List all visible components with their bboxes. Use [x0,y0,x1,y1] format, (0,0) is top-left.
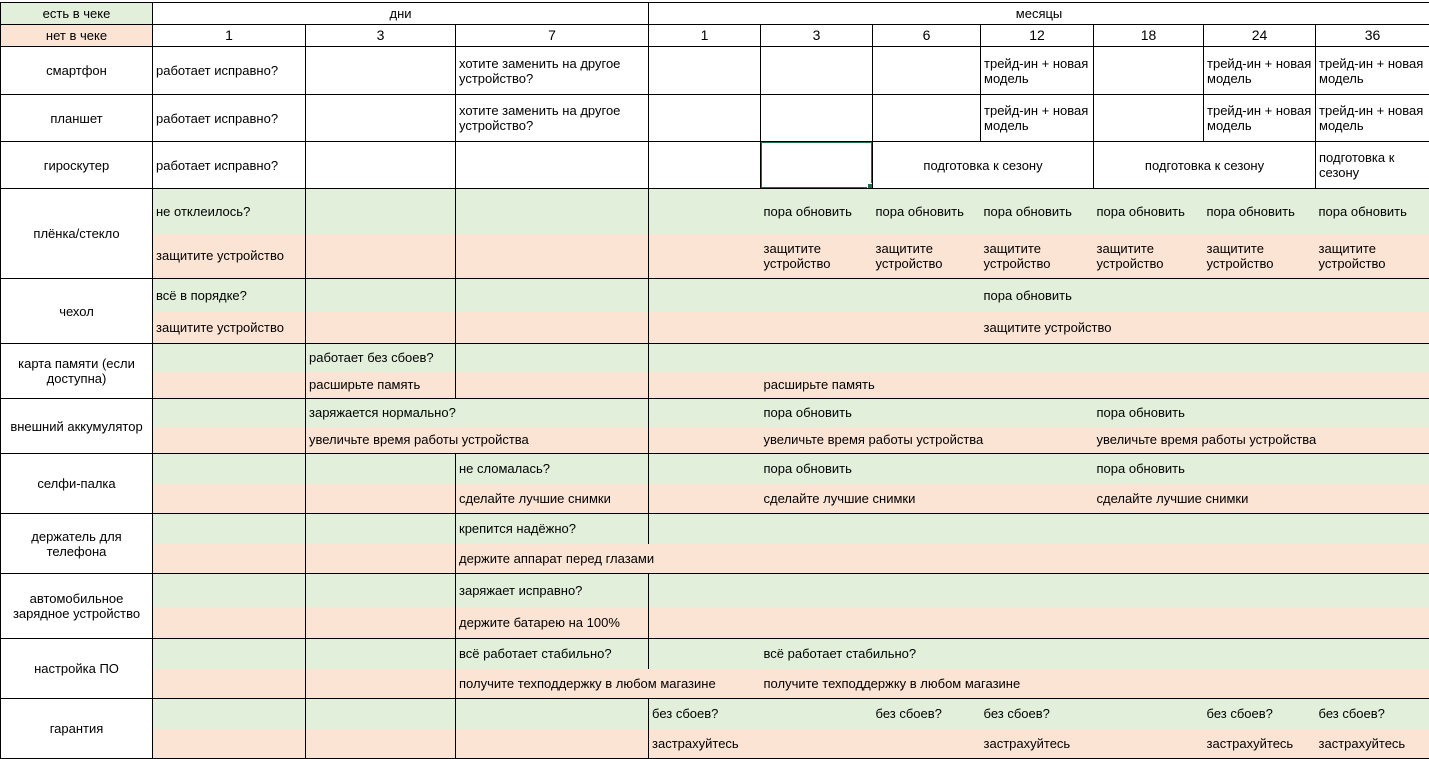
cell-warranty-m6-p[interactable] [873,729,981,759]
cell-case-d7-p[interactable] [456,312,649,344]
cell-car-d7-advice[interactable]: держите батарею на 100% [456,607,649,639]
cell-gyroscooter-m18-m24[interactable]: подготовка к сезону [1094,142,1316,189]
cell-memory-months-g[interactable] [649,344,1429,372]
cell-film-m12-advice[interactable]: защитите устройство [981,234,1094,279]
row-label-power-bank[interactable]: внешний аккумулятор [1,399,153,454]
cell-warranty-d3[interactable] [306,699,456,729]
cell-software-d1-p[interactable] [153,669,306,699]
cell-film-m36-advice[interactable]: защитите устройство [1316,234,1429,279]
cell-warranty-m1-check[interactable]: без сбоев? [649,699,761,729]
cell-case-m1-m6-p[interactable] [649,312,981,344]
cell-film-m24-advice[interactable]: защитите устройство [1204,234,1316,279]
cell-film-m18-update[interactable]: пора обновить [1094,189,1204,234]
cell-warranty-d3-p[interactable] [306,729,456,759]
cell-smartphone-d7[interactable]: хотите заменить на другое устройство? [456,47,649,95]
cell-car-months-p[interactable] [649,607,1429,639]
cell-film-m24-update[interactable]: пора обновить [1204,189,1316,234]
cell-selfie-d7-check[interactable]: не сломалась? [456,454,649,484]
cell-case-d3[interactable] [306,279,456,312]
cell-film-d1-advice[interactable]: защитите устройство [153,234,306,279]
cell-tablet-m12[interactable]: трейд-ин + новая модель [981,95,1094,142]
selected-cell-gyroscooter-m3[interactable] [761,142,873,189]
cell-selfie-m1[interactable] [649,454,761,484]
row-label-case[interactable]: чехол [1,279,153,344]
cell-gyroscooter-d7[interactable] [456,142,649,189]
cell-film-m1-p[interactable] [649,234,761,279]
selection-outline [761,142,873,189]
header-day-1[interactable]: 1 [153,25,306,47]
cell-smartphone-m6[interactable] [873,47,981,95]
cell-tablet-d1[interactable]: работает исправно? [153,95,306,142]
header-group-days[interactable]: дни [153,3,649,25]
cell-holder-months-p[interactable] [761,544,1429,574]
cell-gyroscooter-m36[interactable]: подготовка к сезону [1316,142,1429,189]
row-label-warranty[interactable]: гарантия [1,699,153,759]
cell-power-m18-update[interactable]: пора обновить [1094,399,1429,427]
cell-film-m36-update[interactable]: пора обновить [1316,189,1429,234]
cell-warranty-m18[interactable] [1094,699,1204,729]
cell-warranty-m1-advice[interactable]: застрахуйтесь [649,729,761,759]
cell-selfie-d3[interactable] [306,454,456,484]
cell-film-m6-advice[interactable]: защитите устройство [873,234,981,279]
cell-smartphone-m36[interactable]: трейд-ин + новая модель [1316,47,1429,95]
cell-selfie-d1[interactable] [153,454,306,484]
header-group-months[interactable]: месяцы [649,3,1429,25]
cell-warranty-m24-advice[interactable]: застрахуйтесь [1204,729,1316,759]
cell-case-d1-advice[interactable]: защитите устройство [153,312,306,344]
cell-warranty-m18-p[interactable] [1094,729,1204,759]
cell-film-d1-check[interactable]: не отклеилось? [153,189,306,234]
cell-case-m1-m6[interactable] [649,279,981,312]
row-label-gyroscooter[interactable]: гироскутер [1,142,153,189]
cell-film-d7-p[interactable] [456,234,649,279]
cell-case-m12-advice[interactable]: защитите устройство [981,312,1429,344]
cell-power-m3-advice[interactable]: увеличьте время работы устройства [761,427,1094,454]
cell-holder-d3[interactable] [306,514,456,544]
header-month-18[interactable]: 18 [1094,25,1204,47]
cell-power-d1[interactable] [153,399,306,427]
header-month-24[interactable]: 24 [1204,25,1316,47]
row-label-car-charger[interactable]: автомобильное зарядное устройство [1,574,153,639]
cell-car-d1[interactable] [153,574,306,607]
cell-film-d3-p[interactable] [306,234,456,279]
spreadsheet-viewport [0,2,1429,759]
cell-smartphone-m12[interactable]: трейд-ин + новая модель [981,47,1094,95]
header-day-7[interactable]: 7 [456,25,649,47]
cell-selfie-m18-update[interactable]: пора обновить [1094,454,1429,484]
header-month-3[interactable]: 3 [761,25,873,47]
cell-memory-d1-p[interactable] [153,372,306,399]
cell-film-m3-update[interactable]: пора обновить [761,189,873,234]
cell-car-d3[interactable] [306,574,456,607]
cell-case-d1-check[interactable]: всё в порядке? [153,279,306,312]
row-label-tablet[interactable]: планшет [1,95,153,142]
cell-film-d3[interactable] [306,189,456,234]
cell-film-m12-update[interactable]: пора обновить [981,189,1094,234]
cell-film-m3-advice[interactable]: защитите устройство [761,234,873,279]
row-label-memory-card[interactable]: карта памяти (если доступна) [1,344,153,399]
cell-gyroscooter-d1[interactable]: работает исправно? [153,142,306,189]
cell-tablet-m6[interactable] [873,95,981,142]
cell-software-d7-advice[interactable]: получите техподдержку в любом магазине [456,669,761,699]
cell-power-d3-advice[interactable]: увеличьте время работы устройства [306,427,649,454]
cell-selfie-m18-advice[interactable]: сделайте лучшие снимки [1094,484,1429,514]
cell-memory-m1-p[interactable] [649,372,761,399]
cell-selfie-m3-update[interactable]: пора обновить [761,454,1094,484]
cell-software-d7-check[interactable]: всё работает стабильно? [456,639,649,669]
row-label-selfie-stick[interactable]: селфи-палка [1,454,153,514]
cell-car-months-g[interactable] [649,574,1429,607]
cell-case-d3-p[interactable] [306,312,456,344]
cell-warranty-d1[interactable] [153,699,306,729]
cell-case-d7[interactable] [456,279,649,312]
cell-warranty-d7[interactable] [456,699,649,729]
cell-software-d3-p[interactable] [306,669,456,699]
cell-selfie-d3-p[interactable] [306,484,456,514]
cell-memory-d7-p[interactable] [456,372,649,399]
cell-warranty-m36-check[interactable]: без сбоев? [1316,699,1429,729]
cell-car-d7-check[interactable]: заряжает исправно? [456,574,649,607]
cell-power-m3-update[interactable]: пора обновить [761,399,1094,427]
cell-holder-months-g[interactable] [649,514,1429,544]
cell-power-d1-p[interactable] [153,427,306,454]
cell-film-d7[interactable] [456,189,649,234]
cell-memory-d1[interactable] [153,344,306,372]
cell-holder-d1[interactable] [153,514,306,544]
cell-memory-d3-check[interactable]: работает без сбоев? [306,344,456,372]
cell-software-m3-check[interactable]: всё работает стабильно? [761,639,1429,669]
cell-warranty-m12-advice[interactable]: застрахуйтесь [981,729,1094,759]
legend-present[interactable]: есть в чеке [1,3,153,25]
cell-holder-d7-advice[interactable]: держите аппарат перед глазами [456,544,761,574]
cell-film-m6-update[interactable]: пора обновить [873,189,981,234]
legend-absent[interactable]: нет в чеке [1,25,153,47]
cell-case-m12-update[interactable]: пора обновить [981,279,1429,312]
cell-warranty-m3[interactable] [761,699,873,729]
cell-smartphone-m18[interactable] [1094,47,1204,95]
header-month-6[interactable]: 6 [873,25,981,47]
cell-smartphone-m3[interactable] [761,47,873,95]
cell-warranty-m3-p[interactable] [761,729,873,759]
cell-selfie-m3-advice[interactable]: сделайте лучшие снимки [761,484,1094,514]
cell-software-m3-advice[interactable]: получите техподдержку в любом магазине [761,669,1429,699]
cell-holder-d3-p[interactable] [306,544,456,574]
header-month-1[interactable]: 1 [649,25,761,47]
cell-gyroscooter-m6-m12[interactable]: подготовка к сезону [873,142,1094,189]
cell-warranty-d7-p[interactable] [456,729,649,759]
cell-software-d3[interactable] [306,639,456,669]
cell-smartphone-d1[interactable]: работает исправно? [153,47,306,95]
cell-tablet-m24[interactable]: трейд-ин + новая модель [1204,95,1316,142]
header-month-12[interactable]: 12 [981,25,1094,47]
cell-smartphone-m1[interactable] [649,47,761,95]
cell-power-m18-advice[interactable]: увеличьте время работы устройства [1094,427,1429,454]
cell-tablet-m3[interactable] [761,95,873,142]
cell-gyroscooter-m1[interactable] [649,142,761,189]
cell-selfie-m1-p[interactable] [649,484,761,514]
cell-tablet-m18[interactable] [1094,95,1204,142]
cell-film-m1[interactable] [649,189,761,234]
cell-smartphone-m24[interactable]: трейд-ин + новая модель [1204,47,1316,95]
cell-film-m18-advice[interactable]: защитите устройство [1094,234,1204,279]
cell-warranty-m24-check[interactable]: без сбоев? [1204,699,1316,729]
cell-gyroscooter-d3[interactable] [306,142,456,189]
cell-car-d1-p[interactable] [153,607,306,639]
cell-tablet-m36[interactable]: трейд-ин + новая модель [1316,95,1429,142]
cell-power-m1-p[interactable] [649,427,761,454]
cell-warranty-m12-check[interactable]: без сбоев? [981,699,1094,729]
cell-memory-d7[interactable] [456,344,649,372]
row-label-phone-holder[interactable]: держатель для телефона [1,514,153,574]
cell-software-m1[interactable] [649,639,761,669]
cell-software-d1[interactable] [153,639,306,669]
cell-memory-m3-advice[interactable]: расширьте память [761,372,1429,399]
header-month-36[interactable]: 36 [1316,25,1429,47]
cell-warranty-m6-check[interactable]: без сбоев? [873,699,981,729]
fill-handle[interactable] [867,183,873,189]
cell-power-m1[interactable] [649,399,761,427]
cell-warranty-d1-p[interactable] [153,729,306,759]
cell-holder-d7-check[interactable]: крепится надёжно? [456,514,649,544]
cell-power-d3-check[interactable]: заряжается нормально? [306,399,649,427]
row-label-film[interactable]: плёнка/стекло [1,189,153,279]
header-day-3[interactable]: 3 [306,25,456,47]
cell-tablet-d7[interactable]: хотите заменить на другое устройство? [456,95,649,142]
cell-selfie-d1-p[interactable] [153,484,306,514]
cell-smartphone-d3[interactable] [306,47,456,95]
cell-holder-d1-p[interactable] [153,544,306,574]
spreadsheet-grid [0,2,1429,759]
cell-warranty-m36-advice[interactable]: застрахуйтесь [1316,729,1429,759]
cell-tablet-d3[interactable] [306,95,456,142]
cell-selfie-d7-advice[interactable]: сделайте лучшие снимки [456,484,649,514]
row-label-smartphone[interactable]: смартфон [1,47,153,95]
row-label-software[interactable]: настройка ПО [1,639,153,699]
cell-tablet-m1[interactable] [649,95,761,142]
cell-memory-d3-advice[interactable]: расширьте память [306,372,456,399]
cell-car-d3-p[interactable] [306,607,456,639]
